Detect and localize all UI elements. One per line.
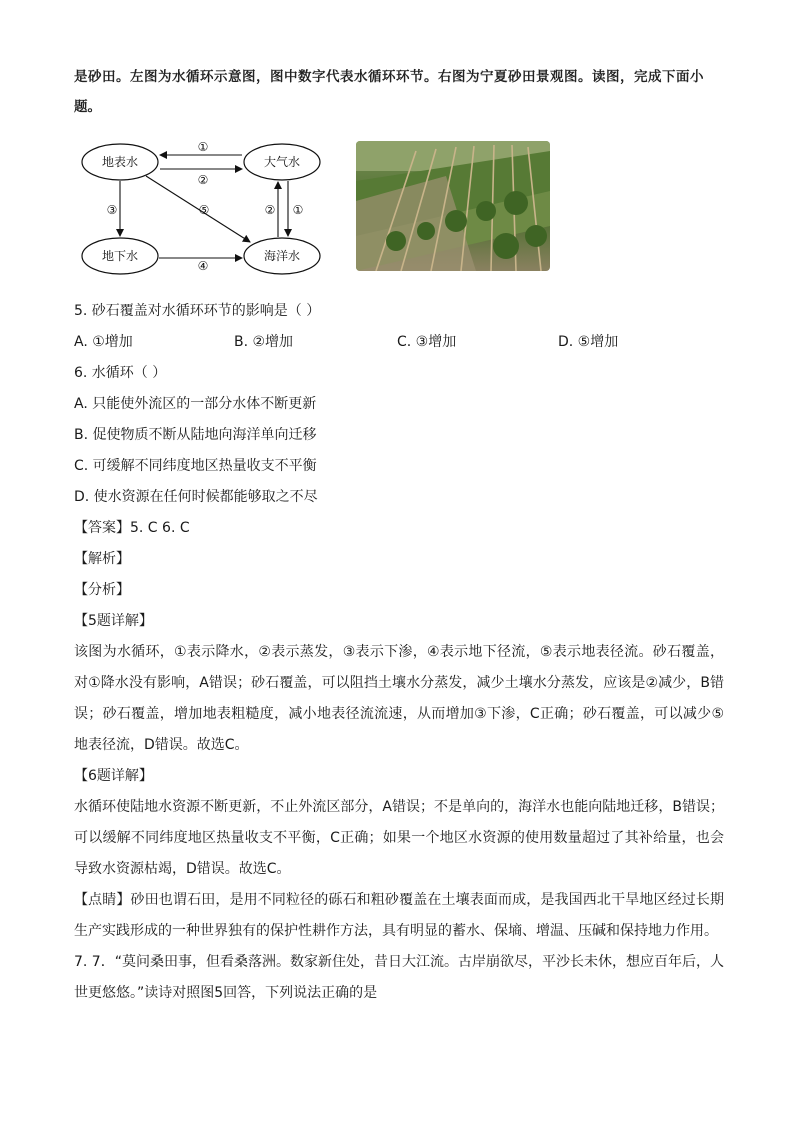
q5-option-b: B. ②增加	[234, 334, 294, 350]
fenxi-heading: 【分析】	[74, 582, 130, 598]
detail-6-text: 水循环使陆地水资源不断更新，不止外流区部分，A错误；不是单向的，海洋水也能向陆地迁移，B错误；可以缓解不同纬度地区热量收支不平衡，C正确；如果一个地区水资源的使用数量超过了其补给量，也会导致水资源枯竭，D错误。故选C。	[74, 799, 724, 877]
q6-option-a: A. 只能使外流区的一部分水体不断更新	[74, 396, 317, 412]
detail-5-heading: 【5题详解】	[74, 613, 153, 629]
node-atmosphere-water-label: 大气水	[263, 155, 301, 169]
label-top-lower: ②	[197, 173, 209, 187]
label-right-b: ①	[292, 203, 304, 217]
q6-stem: 6. 水循环（ ）	[74, 365, 167, 381]
detail-6-heading: 【6题详解】	[74, 768, 153, 784]
intro-text	[74, 62, 734, 122]
q5-stem: 5. 砂石覆盖对水循环环节的影响是（ ）	[74, 303, 321, 319]
q6-option-c: C. 可缓解不同纬度地区热量收支不平衡	[74, 458, 317, 474]
jiexi-heading: 【解析】	[74, 551, 130, 567]
node-ocean-water-label: 海洋水	[263, 249, 301, 263]
label-left: ③	[106, 203, 118, 217]
label-right-a: ②	[264, 203, 276, 217]
dianjing-text: 【点睛】砂田也谓石田，是用不同粒径的砾石和粗砂覆盖在土壤表面而成，是我国西北干旱地区经过长期生产实践形成的一种世界独有的保护性耕作方法，具有明显的蓄水、保墒、增温、压碱和保持地力作用。	[74, 892, 724, 939]
intro-line-2: 题。	[74, 99, 101, 115]
label-diag: ⑤	[198, 203, 210, 217]
q5-option-c: C. ③增加	[397, 334, 457, 350]
answer-line: 【答案】5. C 6. C	[74, 520, 190, 536]
q5-option-d: D. ⑤增加	[558, 334, 619, 350]
detail-5-text: 该图为水循环，①表示降水，②表示蒸发，③表示下渗，④表示地下径流，⑤表示地表径流。砂石覆盖，对①降水没有影响，A错误；砂石覆盖，可以阻挡土壤水分蒸发，减少土壤水分蒸发，应该是②减少，B错误；砂石覆盖，增加地表粗糙度，减小地表径流流速，从而增加③下渗，C正确；砂石覆盖，可以减少⑤地表径流，D错误。故选C。	[74, 644, 724, 753]
label-top-upper: ①	[197, 140, 209, 154]
q6-option-b: B. 促使物质不断从陆地向海洋单向迁移	[74, 427, 317, 443]
question-content	[74, 296, 724, 1009]
sand-field-photo	[356, 141, 550, 271]
label-bottom: ④	[197, 259, 209, 273]
q6-option-d: D. 使水资源在任何时候都能够取之不尽	[74, 489, 318, 505]
water-cycle-diagram	[76, 138, 336, 276]
node-surface-water-label: 地表水	[101, 155, 139, 169]
q5-option-a: A. ①增加	[74, 334, 133, 350]
q5-options	[74, 327, 724, 358]
q7-text: 7. 7．“莫问桑田事，但看桑落洲。数家新住处，昔日大江流。古岸崩欲尽，平沙长未休，想应百年后，人世更悠悠。”读诗对照图5回答，下列说法正确的是	[74, 954, 724, 1001]
intro-line-1: 是砂田。左图为水循环示意图，图中数字代表水循环环节。右图为宁夏砂田景观图。读图，完成下面小	[74, 69, 704, 85]
node-ground-water-label: 地下水	[101, 249, 139, 263]
